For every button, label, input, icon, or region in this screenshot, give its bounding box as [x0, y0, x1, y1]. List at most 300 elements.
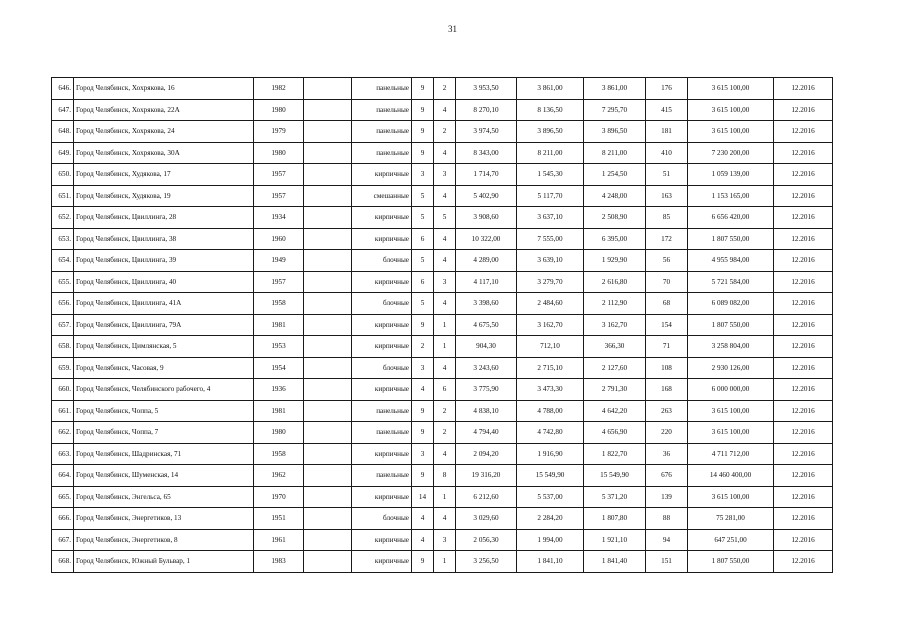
row-number: 656. — [52, 293, 74, 315]
address-cell: Город Челябинск, Чоппа, 7 — [74, 422, 254, 444]
total-area-cell: 6 212,60 — [456, 486, 517, 508]
residential-area-cell: 2 508,90 — [584, 207, 646, 229]
table-row — [52, 379, 833, 401]
total-area-cell: 10 322,00 — [456, 228, 517, 250]
floors-cell: 9 — [412, 314, 434, 336]
term-cell: 12.2016 — [774, 185, 833, 207]
year-cell: 1961 — [254, 529, 304, 551]
wall-material-cell: панельные — [352, 99, 412, 121]
premises-area-cell: 7 555,00 — [517, 228, 584, 250]
year-cell: 1957 — [254, 185, 304, 207]
empty-cell — [304, 443, 352, 465]
residents-cell: 68 — [646, 293, 688, 315]
entrances-cell: 4 — [434, 228, 456, 250]
residential-area-cell: 7 295,70 — [584, 99, 646, 121]
wall-material-cell: блочные — [352, 357, 412, 379]
premises-area-cell: 1 994,00 — [517, 529, 584, 551]
term-cell: 12.2016 — [774, 293, 833, 315]
wall-material-cell: кирпичные — [352, 551, 412, 573]
cost-cell: 6 000 000,00 — [688, 379, 774, 401]
cost-cell: 4 955 984,00 — [688, 250, 774, 272]
term-cell: 12.2016 — [774, 228, 833, 250]
entrances-cell: 3 — [434, 529, 456, 551]
total-area-cell: 904,30 — [456, 336, 517, 358]
housing-registry-table — [51, 77, 833, 573]
address-cell: Город Челябинск, Энергетиков, 13 — [74, 508, 254, 530]
empty-cell — [304, 271, 352, 293]
table-row — [52, 400, 833, 422]
cost-cell: 75 281,00 — [688, 508, 774, 530]
row-number: 666. — [52, 508, 74, 530]
premises-area-cell: 4 742,80 — [517, 422, 584, 444]
year-cell: 1970 — [254, 486, 304, 508]
wall-material-cell: панельные — [352, 121, 412, 143]
floors-cell: 3 — [412, 357, 434, 379]
address-cell: Город Челябинск, Южный Бульвар, 1 — [74, 551, 254, 573]
year-cell: 1958 — [254, 293, 304, 315]
address-cell: Город Челябинск, Хохрякова, 24 — [74, 121, 254, 143]
term-cell: 12.2016 — [774, 379, 833, 401]
cost-cell: 14 460 400,00 — [688, 465, 774, 487]
row-number: 667. — [52, 529, 74, 551]
term-cell: 12.2016 — [774, 443, 833, 465]
address-cell: Город Челябинск, Цвиллинга, 38 — [74, 228, 254, 250]
cost-cell: 6 656 420,00 — [688, 207, 774, 229]
row-number: 657. — [52, 314, 74, 336]
entrances-cell: 4 — [434, 508, 456, 530]
residents-cell: 154 — [646, 314, 688, 336]
entrances-cell: 4 — [434, 142, 456, 164]
address-cell: Город Челябинск, Хохрякова, 30А — [74, 142, 254, 164]
entrances-cell: 4 — [434, 443, 456, 465]
premises-area-cell: 3 473,30 — [517, 379, 584, 401]
table-row — [52, 422, 833, 444]
term-cell: 12.2016 — [774, 336, 833, 358]
premises-area-cell: 3 162,70 — [517, 314, 584, 336]
floors-cell: 9 — [412, 465, 434, 487]
year-cell: 1983 — [254, 551, 304, 573]
floors-cell: 9 — [412, 551, 434, 573]
entrances-cell: 1 — [434, 314, 456, 336]
total-area-cell: 5 402,90 — [456, 185, 517, 207]
page-number: 31 — [448, 24, 457, 34]
residential-area-cell: 1 807,80 — [584, 508, 646, 530]
total-area-cell: 8 270,10 — [456, 99, 517, 121]
term-cell: 12.2016 — [774, 486, 833, 508]
year-cell: 1980 — [254, 142, 304, 164]
address-cell: Город Челябинск, Цвиллинга, 39 — [74, 250, 254, 272]
term-cell: 12.2016 — [774, 99, 833, 121]
cost-cell: 3 615 100,00 — [688, 121, 774, 143]
empty-cell — [304, 336, 352, 358]
floors-cell: 4 — [412, 508, 434, 530]
address-cell: Город Челябинск, Челябинского рабочего, 4 — [74, 379, 254, 401]
premises-area-cell: 3 279,70 — [517, 271, 584, 293]
residents-cell: 151 — [646, 551, 688, 573]
term-cell: 12.2016 — [774, 422, 833, 444]
row-number: 649. — [52, 142, 74, 164]
row-number: 648. — [52, 121, 74, 143]
cost-cell: 5 721 584,00 — [688, 271, 774, 293]
term-cell: 12.2016 — [774, 78, 833, 100]
row-number: 653. — [52, 228, 74, 250]
total-area-cell: 4 675,50 — [456, 314, 517, 336]
entrances-cell: 1 — [434, 551, 456, 573]
entrances-cell: 4 — [434, 293, 456, 315]
term-cell: 12.2016 — [774, 314, 833, 336]
cost-cell: 1 153 165,00 — [688, 185, 774, 207]
cost-cell: 6 089 082,00 — [688, 293, 774, 315]
residents-cell: 181 — [646, 121, 688, 143]
table-row — [52, 228, 833, 250]
premises-area-cell: 3 861,00 — [517, 78, 584, 100]
empty-cell — [304, 551, 352, 573]
wall-material-cell: смешанные — [352, 185, 412, 207]
cost-cell: 3 258 804,00 — [688, 336, 774, 358]
empty-cell — [304, 529, 352, 551]
total-area-cell: 4 838,10 — [456, 400, 517, 422]
total-area-cell: 1 714,70 — [456, 164, 517, 186]
residents-cell: 88 — [646, 508, 688, 530]
year-cell: 1982 — [254, 78, 304, 100]
empty-cell — [304, 185, 352, 207]
cost-cell: 1 059 139,00 — [688, 164, 774, 186]
row-number: 664. — [52, 465, 74, 487]
row-number: 646. — [52, 78, 74, 100]
term-cell: 12.2016 — [774, 465, 833, 487]
premises-area-cell: 3 639,10 — [517, 250, 584, 272]
table-row — [52, 207, 833, 229]
term-cell: 12.2016 — [774, 142, 833, 164]
entrances-cell: 3 — [434, 271, 456, 293]
total-area-cell: 4 117,10 — [456, 271, 517, 293]
row-number: 651. — [52, 185, 74, 207]
table-body — [52, 78, 833, 573]
total-area-cell: 3 398,60 — [456, 293, 517, 315]
wall-material-cell: кирпичные — [352, 336, 412, 358]
address-cell: Город Челябинск, Цимлянская, 5 — [74, 336, 254, 358]
row-number: 659. — [52, 357, 74, 379]
entrances-cell: 1 — [434, 336, 456, 358]
cost-cell: 3 615 100,00 — [688, 99, 774, 121]
empty-cell — [304, 400, 352, 422]
floors-cell: 9 — [412, 400, 434, 422]
residential-area-cell: 2 616,80 — [584, 271, 646, 293]
wall-material-cell: кирпичные — [352, 271, 412, 293]
row-number: 652. — [52, 207, 74, 229]
cost-cell: 3 615 100,00 — [688, 422, 774, 444]
residents-cell: 168 — [646, 379, 688, 401]
residents-cell: 220 — [646, 422, 688, 444]
residents-cell: 176 — [646, 78, 688, 100]
premises-area-cell: 3 637,10 — [517, 207, 584, 229]
row-number: 668. — [52, 551, 74, 573]
row-number: 661. — [52, 400, 74, 422]
floors-cell: 6 — [412, 271, 434, 293]
year-cell: 1957 — [254, 164, 304, 186]
entrances-cell: 4 — [434, 185, 456, 207]
table-row — [52, 336, 833, 358]
total-area-cell: 3 908,60 — [456, 207, 517, 229]
entrances-cell: 2 — [434, 422, 456, 444]
cost-cell: 1 807 550,00 — [688, 314, 774, 336]
address-cell: Город Челябинск, Худякова, 17 — [74, 164, 254, 186]
wall-material-cell: панельные — [352, 465, 412, 487]
residential-area-cell: 6 395,00 — [584, 228, 646, 250]
empty-cell — [304, 465, 352, 487]
cost-cell: 7 230 200,00 — [688, 142, 774, 164]
cost-cell: 1 807 550,00 — [688, 551, 774, 573]
empty-cell — [304, 379, 352, 401]
wall-material-cell: блочные — [352, 250, 412, 272]
table-row — [52, 443, 833, 465]
table-row — [52, 99, 833, 121]
premises-area-cell: 5 537,00 — [517, 486, 584, 508]
residential-area-cell: 2 127,60 — [584, 357, 646, 379]
address-cell: Город Челябинск, Чоппа, 5 — [74, 400, 254, 422]
table-row — [52, 250, 833, 272]
residential-area-cell: 1 822,70 — [584, 443, 646, 465]
residential-area-cell: 2 112,90 — [584, 293, 646, 315]
entrances-cell: 4 — [434, 357, 456, 379]
residents-cell: 36 — [646, 443, 688, 465]
premises-area-cell: 2 715,10 — [517, 357, 584, 379]
wall-material-cell: кирпичные — [352, 529, 412, 551]
empty-cell — [304, 357, 352, 379]
cost-cell: 647 251,00 — [688, 529, 774, 551]
entrances-cell: 8 — [434, 465, 456, 487]
floors-cell: 9 — [412, 78, 434, 100]
total-area-cell: 19 316,20 — [456, 465, 517, 487]
year-cell: 1951 — [254, 508, 304, 530]
total-area-cell: 4 289,00 — [456, 250, 517, 272]
residential-area-cell: 1 921,10 — [584, 529, 646, 551]
floors-cell: 9 — [412, 99, 434, 121]
premises-area-cell: 2 284,20 — [517, 508, 584, 530]
residents-cell: 51 — [646, 164, 688, 186]
address-cell: Город Челябинск, Цвиллинга, 28 — [74, 207, 254, 229]
term-cell: 12.2016 — [774, 250, 833, 272]
term-cell: 12.2016 — [774, 164, 833, 186]
entrances-cell: 6 — [434, 379, 456, 401]
floors-cell: 9 — [412, 121, 434, 143]
empty-cell — [304, 121, 352, 143]
table-row — [52, 529, 833, 551]
row-number: 662. — [52, 422, 74, 444]
address-cell: Город Челябинск, Худякова, 19 — [74, 185, 254, 207]
year-cell: 1934 — [254, 207, 304, 229]
address-cell: Город Челябинск, Энгельса, 65 — [74, 486, 254, 508]
residential-area-cell: 366,30 — [584, 336, 646, 358]
term-cell: 12.2016 — [774, 207, 833, 229]
term-cell: 12.2016 — [774, 551, 833, 573]
residential-area-cell: 4 656,90 — [584, 422, 646, 444]
residential-area-cell: 1 929,90 — [584, 250, 646, 272]
total-area-cell: 3 029,60 — [456, 508, 517, 530]
cost-cell: 3 615 100,00 — [688, 400, 774, 422]
term-cell: 12.2016 — [774, 271, 833, 293]
cost-cell: 2 930 126,00 — [688, 357, 774, 379]
entrances-cell: 1 — [434, 486, 456, 508]
table-row — [52, 78, 833, 100]
total-area-cell: 3 256,50 — [456, 551, 517, 573]
residents-cell: 410 — [646, 142, 688, 164]
wall-material-cell: кирпичные — [352, 207, 412, 229]
year-cell: 1962 — [254, 465, 304, 487]
total-area-cell: 4 794,40 — [456, 422, 517, 444]
empty-cell — [304, 99, 352, 121]
total-area-cell: 3 243,60 — [456, 357, 517, 379]
address-cell: Город Челябинск, Шуменская, 14 — [74, 465, 254, 487]
wall-material-cell: панельные — [352, 422, 412, 444]
cost-cell: 3 615 100,00 — [688, 486, 774, 508]
premises-area-cell: 5 117,70 — [517, 185, 584, 207]
floors-cell: 5 — [412, 293, 434, 315]
row-number: 658. — [52, 336, 74, 358]
year-cell: 1981 — [254, 314, 304, 336]
residents-cell: 56 — [646, 250, 688, 272]
row-number: 663. — [52, 443, 74, 465]
table-row — [52, 164, 833, 186]
table-row — [52, 185, 833, 207]
table-row — [52, 293, 833, 315]
entrances-cell: 5 — [434, 207, 456, 229]
floors-cell: 2 — [412, 336, 434, 358]
year-cell: 1979 — [254, 121, 304, 143]
year-cell: 1980 — [254, 99, 304, 121]
residential-area-cell: 15 549,90 — [584, 465, 646, 487]
term-cell: 12.2016 — [774, 508, 833, 530]
cost-cell: 1 807 550,00 — [688, 228, 774, 250]
entrances-cell: 4 — [434, 99, 456, 121]
residents-cell: 85 — [646, 207, 688, 229]
residential-area-cell: 3 162,70 — [584, 314, 646, 336]
table-row — [52, 121, 833, 143]
entrances-cell: 3 — [434, 164, 456, 186]
empty-cell — [304, 422, 352, 444]
year-cell: 1957 — [254, 271, 304, 293]
wall-material-cell: панельные — [352, 78, 412, 100]
residential-area-cell: 1 254,50 — [584, 164, 646, 186]
floors-cell: 14 — [412, 486, 434, 508]
premises-area-cell: 8 211,00 — [517, 142, 584, 164]
row-number: 665. — [52, 486, 74, 508]
year-cell: 1960 — [254, 228, 304, 250]
table-row — [52, 551, 833, 573]
address-cell: Город Челябинск, Хохрякова, 16 — [74, 78, 254, 100]
floors-cell: 4 — [412, 529, 434, 551]
empty-cell — [304, 164, 352, 186]
floors-cell: 6 — [412, 228, 434, 250]
empty-cell — [304, 228, 352, 250]
wall-material-cell: блочные — [352, 293, 412, 315]
premises-area-cell: 1 841,10 — [517, 551, 584, 573]
address-cell: Город Челябинск, Часовая, 9 — [74, 357, 254, 379]
residential-area-cell: 5 371,20 — [584, 486, 646, 508]
floors-cell: 5 — [412, 185, 434, 207]
total-area-cell: 2 056,30 — [456, 529, 517, 551]
residents-cell: 94 — [646, 529, 688, 551]
residential-area-cell: 3 896,50 — [584, 121, 646, 143]
address-cell: Город Челябинск, Цвиллинга, 41А — [74, 293, 254, 315]
premises-area-cell: 15 549,90 — [517, 465, 584, 487]
address-cell: Город Челябинск, Энергетиков, 8 — [74, 529, 254, 551]
term-cell: 12.2016 — [774, 357, 833, 379]
wall-material-cell: кирпичные — [352, 486, 412, 508]
premises-area-cell: 4 788,00 — [517, 400, 584, 422]
wall-material-cell: блочные — [352, 508, 412, 530]
total-area-cell: 3 974,50 — [456, 121, 517, 143]
residents-cell: 263 — [646, 400, 688, 422]
entrances-cell: 4 — [434, 250, 456, 272]
total-area-cell: 8 343,00 — [456, 142, 517, 164]
row-number: 647. — [52, 99, 74, 121]
term-cell: 12.2016 — [774, 121, 833, 143]
empty-cell — [304, 508, 352, 530]
residents-cell: 108 — [646, 357, 688, 379]
premises-area-cell: 1 545,30 — [517, 164, 584, 186]
cost-cell: 4 711 712,00 — [688, 443, 774, 465]
address-cell: Город Челябинск, Цвиллинга, 40 — [74, 271, 254, 293]
row-number: 660. — [52, 379, 74, 401]
residential-area-cell: 2 791,30 — [584, 379, 646, 401]
row-number: 655. — [52, 271, 74, 293]
residents-cell: 71 — [646, 336, 688, 358]
floors-cell: 5 — [412, 250, 434, 272]
year-cell: 1980 — [254, 422, 304, 444]
wall-material-cell: панельные — [352, 142, 412, 164]
cost-cell: 3 615 100,00 — [688, 78, 774, 100]
premises-area-cell: 2 484,60 — [517, 293, 584, 315]
wall-material-cell: кирпичные — [352, 443, 412, 465]
address-cell: Город Челябинск, Цвиллинга, 79А — [74, 314, 254, 336]
table-row — [52, 357, 833, 379]
premises-area-cell: 8 136,50 — [517, 99, 584, 121]
wall-material-cell: кирпичные — [352, 164, 412, 186]
floors-cell: 4 — [412, 379, 434, 401]
entrances-cell: 2 — [434, 121, 456, 143]
empty-cell — [304, 78, 352, 100]
address-cell: Город Челябинск, Шадринская, 71 — [74, 443, 254, 465]
table-row — [52, 486, 833, 508]
wall-material-cell: кирпичные — [352, 228, 412, 250]
year-cell: 1936 — [254, 379, 304, 401]
residents-cell: 139 — [646, 486, 688, 508]
floors-cell: 3 — [412, 164, 434, 186]
year-cell: 1981 — [254, 400, 304, 422]
residential-area-cell: 1 841,40 — [584, 551, 646, 573]
residents-cell: 163 — [646, 185, 688, 207]
residential-area-cell: 8 211,00 — [584, 142, 646, 164]
total-area-cell: 3 775,90 — [456, 379, 517, 401]
residents-cell: 676 — [646, 465, 688, 487]
empty-cell — [304, 293, 352, 315]
table-row — [52, 508, 833, 530]
year-cell: 1954 — [254, 357, 304, 379]
floors-cell: 5 — [412, 207, 434, 229]
table-row — [52, 271, 833, 293]
floors-cell: 9 — [412, 422, 434, 444]
entrances-cell: 2 — [434, 78, 456, 100]
empty-cell — [304, 314, 352, 336]
residents-cell: 70 — [646, 271, 688, 293]
residential-area-cell: 4 248,00 — [584, 185, 646, 207]
premises-area-cell: 1 916,90 — [517, 443, 584, 465]
table-row — [52, 465, 833, 487]
address-cell: Город Челябинск, Хохрякова, 22А — [74, 99, 254, 121]
empty-cell — [304, 142, 352, 164]
entrances-cell: 2 — [434, 400, 456, 422]
